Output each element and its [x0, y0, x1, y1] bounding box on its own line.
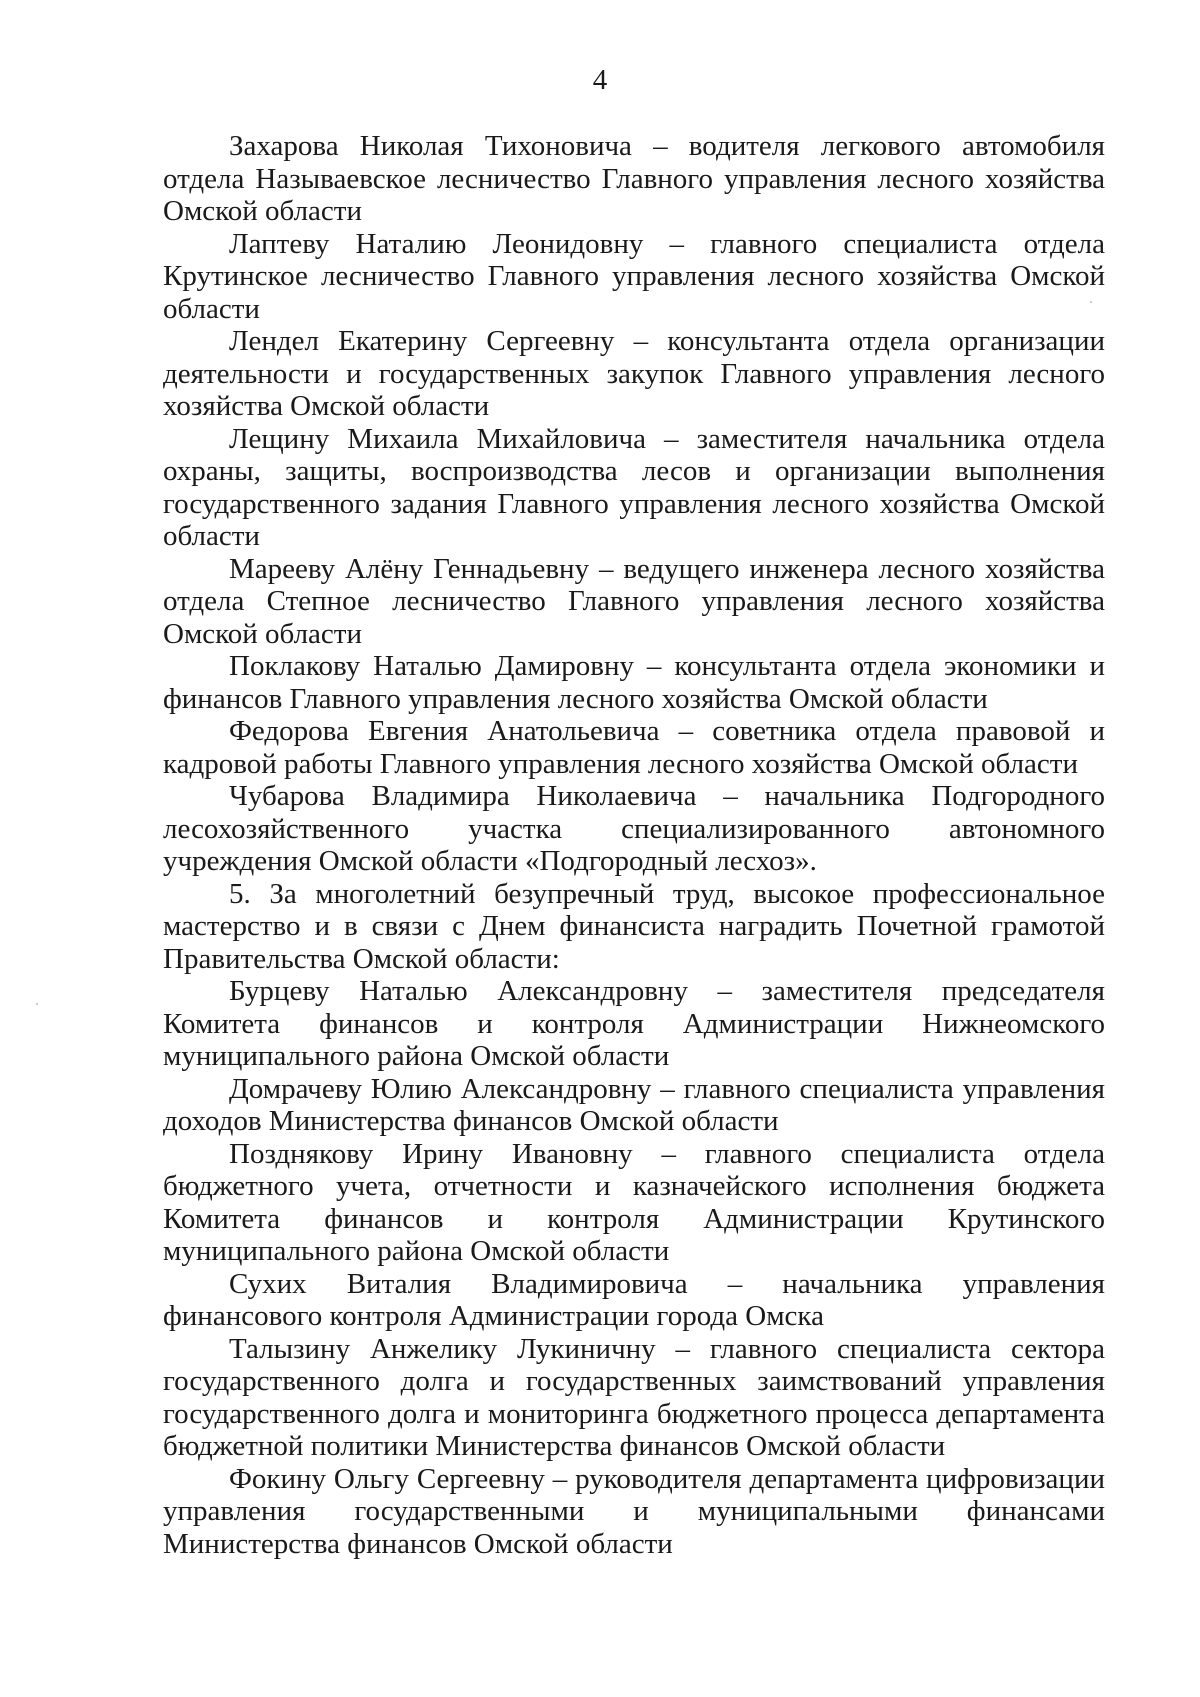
paragraph-chubarov: Чубарова Владимира Николаевича – начальника Подгородного лесохозяйственного участка специализированного автономного учреждения Омской области «Подгородный лесхоз».	[163, 780, 1105, 877]
paragraph-talyzina: Талызину Анжелику Лукиничну – главного специалиста сектора государственного долга и государственных заимствований управления государственного долга и мониторинга бюджетного процесса департамента бюджетной политики Министерства финансов Омской области	[163, 1332, 1105, 1462]
paragraph-fedorov: Федорова Евгения Анатольевича – советника отдела правовой и кадровой работы Главного управления лесного хозяйства Омской области	[163, 715, 1105, 780]
paragraph-leshchin: Лещину Михаила Михайловича – заместителя начальника отдела охраны, защиты, воспроизводства лесов и организации выполнения государственного задания Главного управления лесного хозяйства Омской области	[163, 422, 1105, 552]
paragraph-lendel: Лендел Екатерину Сергеевну – консультанта отдела организации деятельности и государственных закупок Главного управления лесного хозяйства Омской области	[163, 325, 1105, 422]
paragraph-section-5: 5. За многолетний безупречный труд, высокое профессиональное мастерство и в связи с Днем финансиста наградить Почетной грамотой Правительства Омской области:	[163, 877, 1105, 975]
scan-speck	[36, 1003, 38, 1005]
document-body	[163, 130, 1105, 1560]
paragraph-domracheva: Домрачеву Юлию Александровну – главного специалиста управления доходов Министерства финансов Омской области	[163, 1072, 1105, 1137]
paragraph-fokina: Фокину Ольгу Сергеевну – руководителя департамента цифровизации управления государственными и муниципальными финансами Министерства финансов Омской области	[163, 1462, 1105, 1560]
paragraph-sukhikh: Сухих Виталия Владимировича – начальника управления финансового контроля Администрации города Омска	[163, 1267, 1105, 1332]
paragraph-pozdnyakova: Позднякову Ирину Ивановну – главного специалиста отдела бюджетного учета, отчетности и казначейского исполнения бюджета Комитета финансов и контроля Администрации Крутинского муниципального района Омской области	[163, 1137, 1105, 1267]
paragraph-mareeva: Марееву Алёну Геннадьевну – ведущего инженера лесного хозяйства отдела Степное лесничество Главного управления лесного хозяйства Омской области	[163, 552, 1105, 650]
paragraph-lapteva: Лаптеву Наталию Леонидовну – главного специалиста отдела Крутинское лесничество Главного управления лесного хозяйства Омской области	[163, 227, 1105, 325]
scan-speck	[1090, 301, 1092, 303]
paragraph-burtseva: Бурцеву Наталью Александровну – заместителя председателя Комитета финансов и контроля Администрации Нижнеомского муниципального района Омской области	[163, 975, 1105, 1072]
paragraph-zakharov: Захарова Николая Тихоновича – водителя легкового автомобиля отдела Называевское лесничество Главного управления лесного хозяйства Омской области	[163, 130, 1105, 227]
page-number: 4	[592, 64, 608, 96]
paragraph-poklakova: Поклакову Наталью Дамировну – консультанта отдела экономики и финансов Главного управления лесного хозяйства Омской области	[163, 650, 1105, 715]
